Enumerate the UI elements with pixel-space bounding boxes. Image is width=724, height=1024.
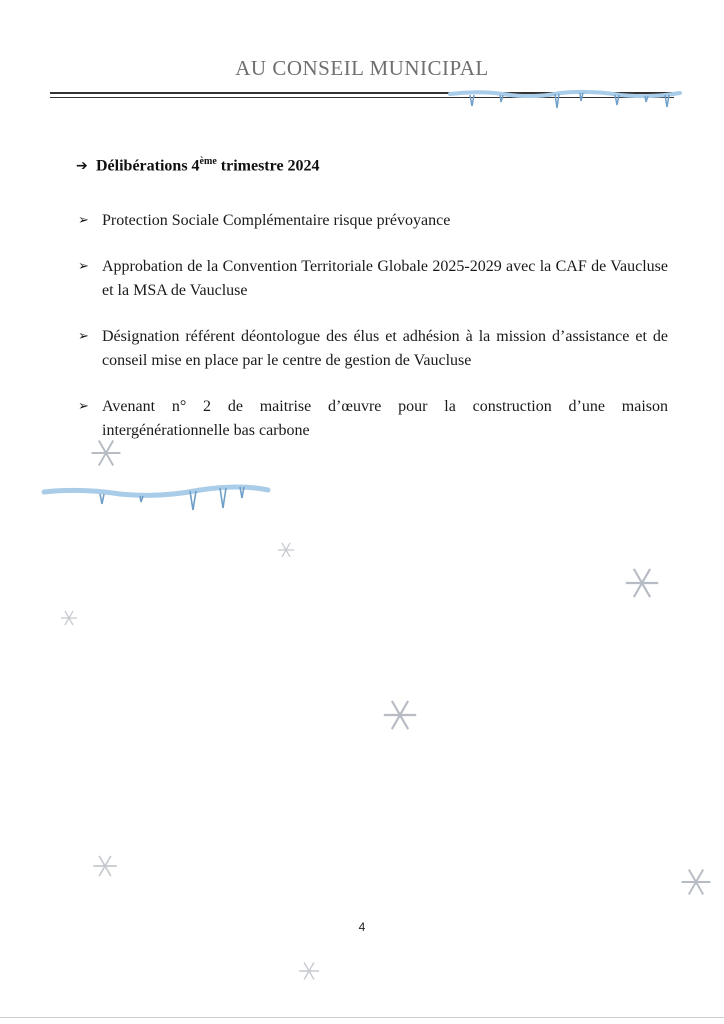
snowflake-icon [92, 853, 118, 879]
arrowhead-bullet-icon: ➢ [78, 399, 89, 414]
icicle-garland-left [40, 478, 272, 522]
footer-line [0, 1017, 724, 1018]
list-item [78, 395, 668, 443]
right-arrow-icon: ➔ [76, 158, 88, 175]
snowflake-icon [90, 437, 122, 469]
heading-text-end: trimestre 2024 [216, 157, 320, 175]
section-heading [76, 156, 320, 175]
heading-text: Délibérations 4 [96, 157, 200, 175]
icicle-garland-header [440, 86, 690, 116]
item-text: Désignation référent déontologue des élus et adhésion à la mission d’assistance et de conseil mise en place par le centre de gestion de Vaucluse [102, 328, 668, 369]
arrowhead-bullet-icon: ➢ [78, 259, 89, 274]
snowflake-icon [60, 609, 78, 627]
snowflake-icon [624, 565, 660, 601]
snowflake-icon [680, 866, 712, 898]
item-text: Protection Sociale Complémentaire risque prévoyance [102, 212, 451, 229]
header-title: AU CONSEIL MUNICIPAL [235, 56, 489, 80]
list-item [78, 255, 668, 303]
list-item [78, 209, 668, 233]
list-item [78, 325, 668, 373]
deliberation-list [78, 209, 668, 465]
arrowhead-bullet-icon: ➢ [78, 329, 89, 344]
snowflake-icon [382, 697, 418, 733]
snowflake-icon [277, 541, 295, 559]
heading-superscript: ème [199, 156, 217, 167]
arrowhead-bullet-icon: ➢ [78, 213, 89, 228]
item-text: Avenant n° 2 de maitrise d’œuvre pour la construction d’une maison intergénérationnelle bas carbone [102, 398, 668, 439]
snowflake-icon [298, 960, 320, 982]
page-number: 4 [358, 920, 366, 934]
item-text: Approbation de la Convention Territoriale Globale 2025-2029 avec la CAF de Vaucluse et la MSA de Vaucluse [102, 258, 668, 299]
